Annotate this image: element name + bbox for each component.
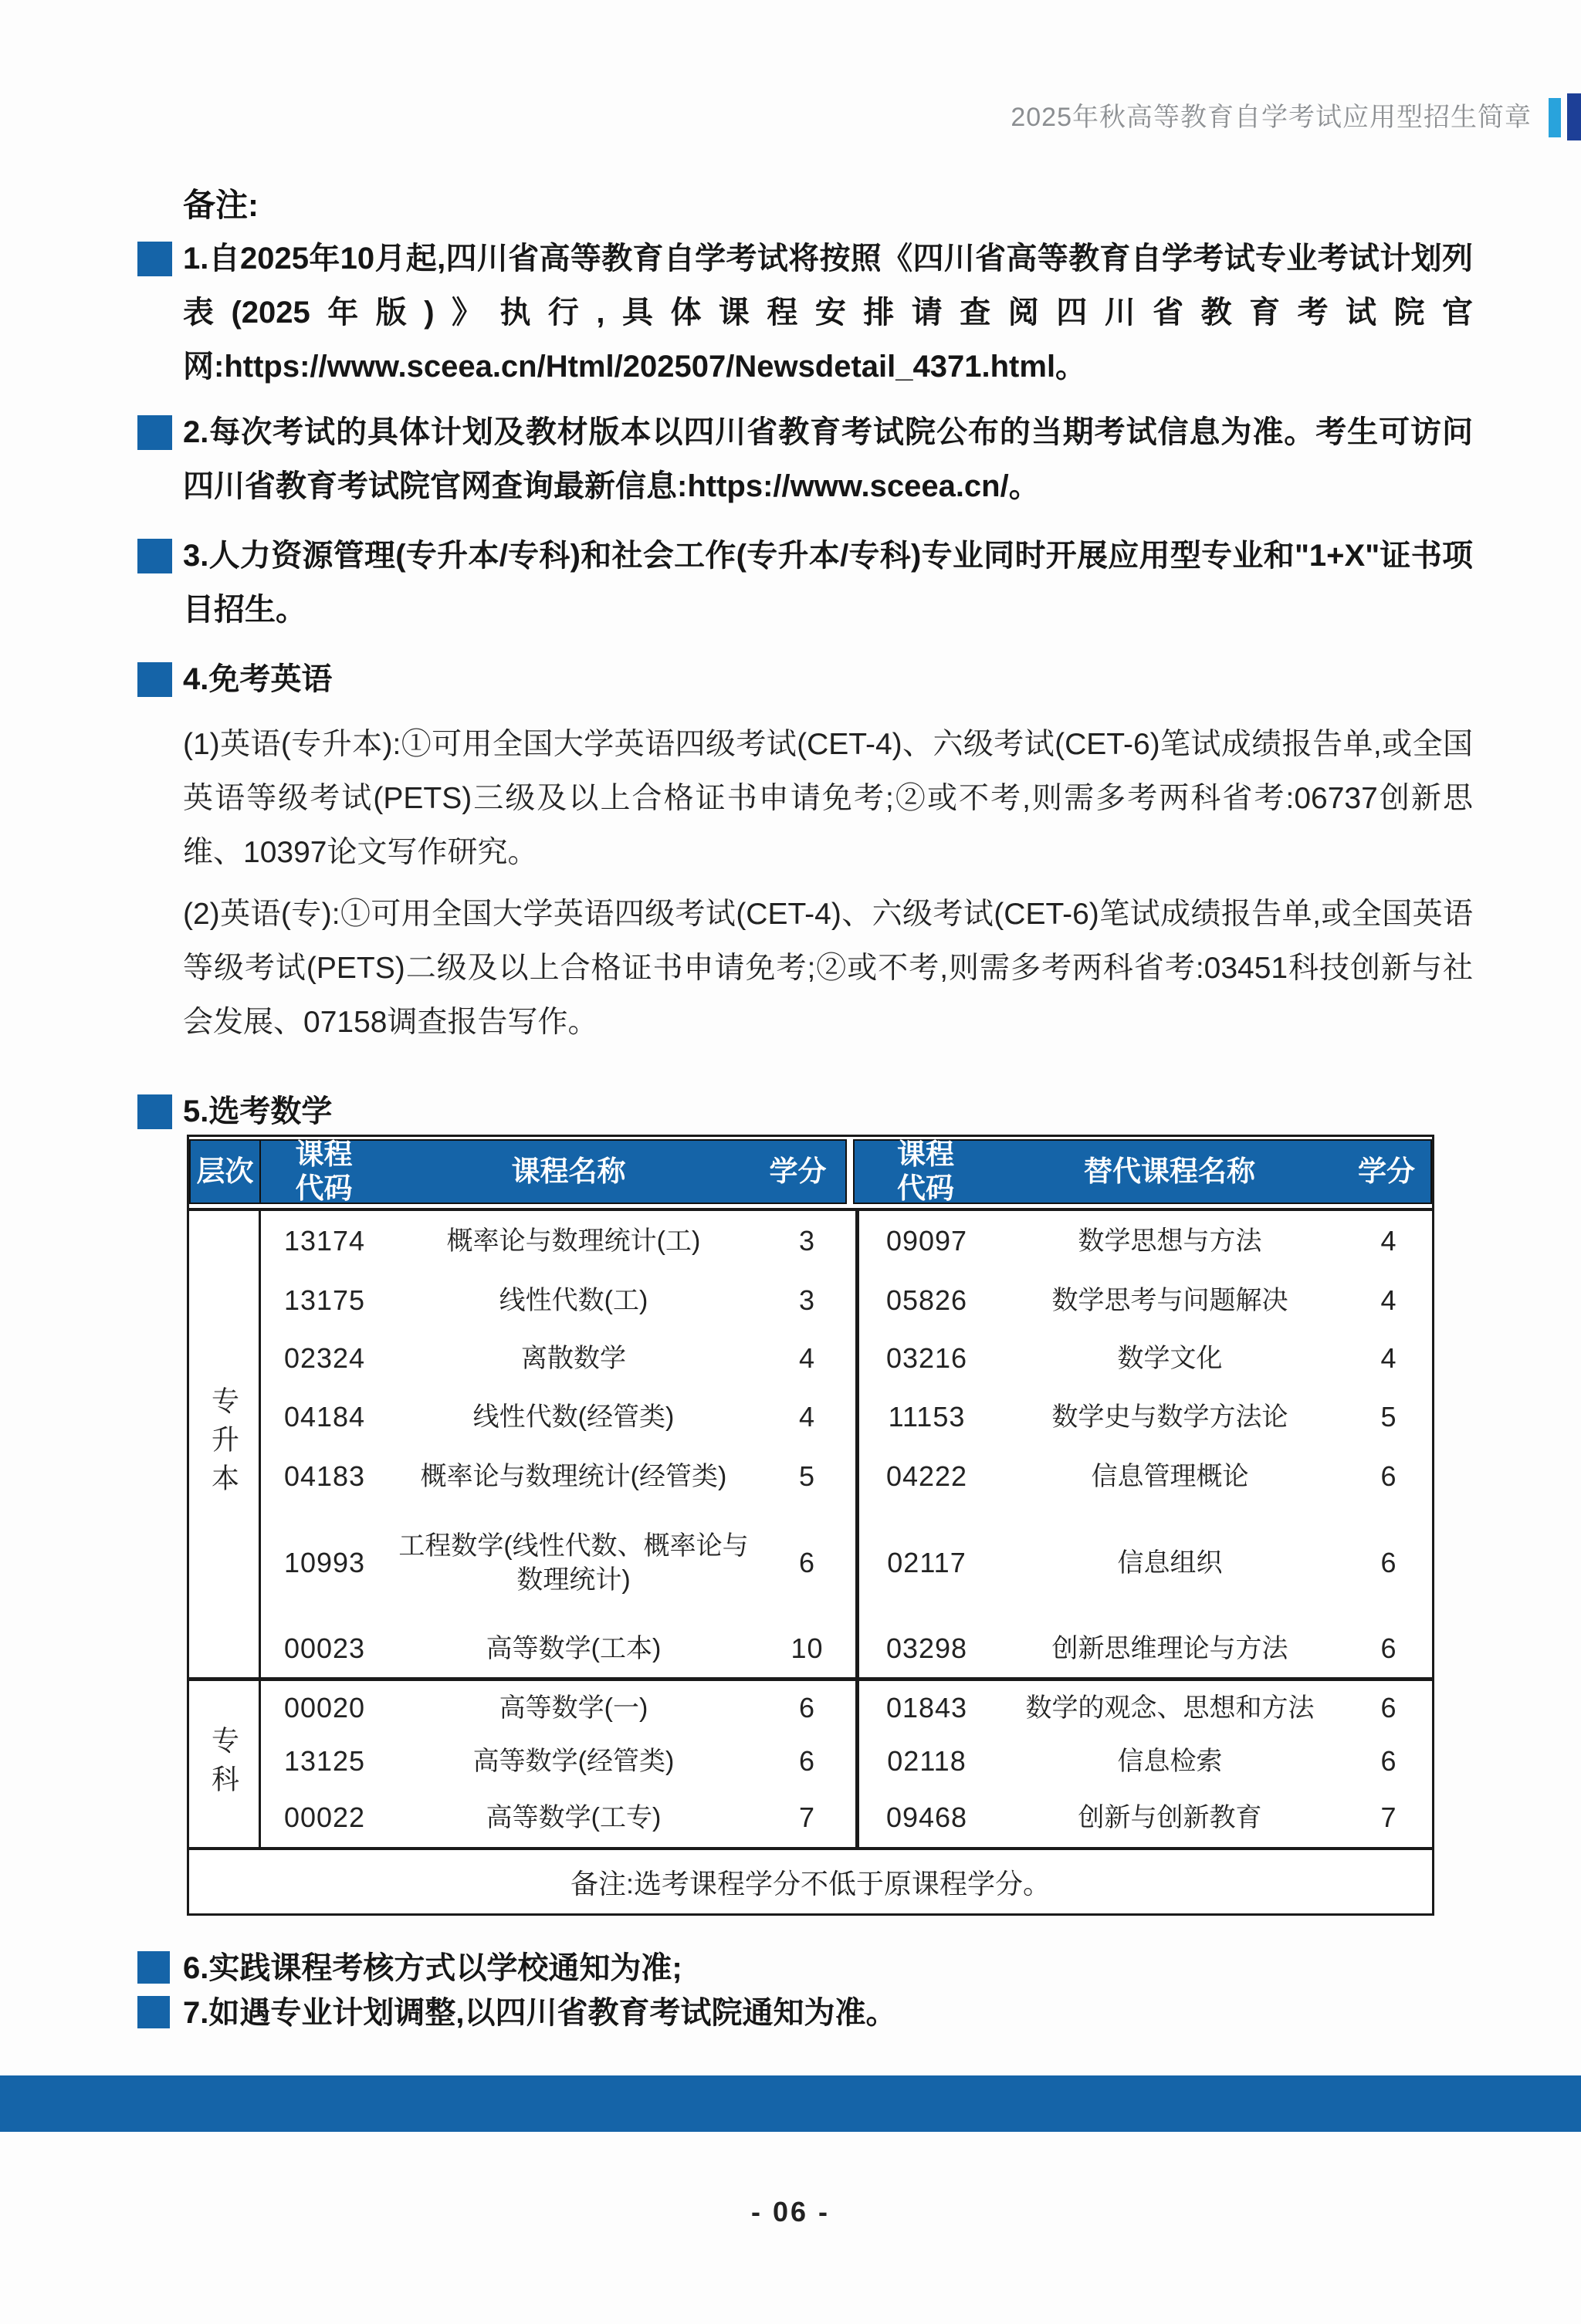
table-header-left-box [189, 1139, 847, 1204]
course-name: 线性代数(经管类) [472, 1402, 675, 1432]
notes-title: 备注: [183, 187, 259, 223]
alt-course-credit: 6 [1380, 1547, 1397, 1578]
note-item-3 [137, 529, 1473, 637]
col-header-level: 层次 [191, 1141, 261, 1203]
alt-course-code: 02118 [855, 1734, 994, 1788]
alt-course-credit: 6 [1380, 1460, 1397, 1492]
math-substitution-table [187, 1135, 1434, 1916]
note-item-6-text: 6.实践课程考核方式以学校通知为准; [183, 1951, 682, 1985]
alt-course-credit: 6 [1380, 1745, 1397, 1777]
note-item-2-text: 2.每次考试的具体计划及教材版本以四川省教育考试院公布的当期考试信息为准。考生可访问四川省教育考试院官网查询最新信息:https://www.sceea.cn/。 [183, 415, 1473, 503]
english-exemption-paragraph-2: (2)英语(专):①可用全国大学英语四级考试(CET-4)、六级考试(CET-6)笔试成绩报告单,或全国英语等级考试(PETS)二级及以上合格证书申请免考;②或不考,则需多考两科省考:03451科技创新与社会发展、07158调查报告写作。 [183, 898, 1473, 1039]
alt-course-name: 信息组织 [1117, 1548, 1223, 1578]
footer-accent-bar [0, 2075, 1581, 2132]
col-header-credit: 学分 [769, 1155, 827, 1187]
course-credit: 6 [759, 1677, 855, 1734]
course-name: 概率论与数理统计(工) [446, 1226, 701, 1256]
note-item-4 [137, 652, 1473, 706]
course-code: 02324 [283, 1342, 366, 1374]
alt-course-credit: 7 [1380, 1801, 1397, 1833]
note-item-5 [137, 1084, 1473, 1138]
bullet-square-icon [137, 1951, 170, 1984]
english-exemption-paragraph-1: (1)英语(专升本):①可用全国大学英语四级考试(CET-4)、六级考试(CET-6)笔试成绩报告单,或全国英语等级考试(PETS)三级及以上合格证书申请免考;②或不考,则需多考两科省考:06737创新思维、10397论文写作研究。 [183, 728, 1473, 869]
alt-course-code: 09097 [855, 1211, 994, 1270]
course-credit: 4 [798, 1342, 816, 1374]
page-header-title: 2025年秋高等教育自学考试应用型招生简章 [1011, 103, 1532, 132]
accent-bar-dark [1567, 93, 1581, 140]
alt-course-credit: 4 [1380, 1342, 1397, 1374]
col-header-alt-credit: 学分 [1358, 1155, 1415, 1187]
course-name: 高等数学(一) [388, 1677, 759, 1734]
course-name: 工程数学(线性代数、概率论与数理统计) [398, 1531, 749, 1595]
course-credit: 3 [798, 1284, 816, 1316]
course-credit: 4 [798, 1400, 816, 1433]
course-name: 离散数学 [521, 1344, 626, 1373]
alt-course-name: 数学文化 [1117, 1344, 1223, 1373]
alt-course-credit: 4 [1380, 1284, 1397, 1316]
course-credit: 3 [798, 1224, 816, 1257]
page-number: - 06 - [750, 2196, 831, 2228]
alt-course-name: 数学思考与问题解决 [1051, 1285, 1288, 1315]
course-code: 13174 [283, 1224, 366, 1257]
note-item-1 [137, 232, 1473, 394]
level-label-college: 专科 [189, 1677, 261, 1847]
course-code: 13125 [283, 1745, 366, 1777]
alt-course-credit: 6 [1380, 1632, 1397, 1664]
course-name: 线性代数(工) [499, 1285, 648, 1315]
note-item-4-text: 4.免考英语 [183, 662, 333, 696]
course-credit: 10 [790, 1632, 824, 1664]
alt-course-name: 数学的观念、思想和方法 [994, 1677, 1346, 1734]
alt-course-name: 信息管理概论 [1091, 1461, 1249, 1491]
table-header-row [189, 1137, 1432, 1211]
bullet-square-icon [137, 539, 172, 573]
course-name: 概率论与数理统计(经管类) [420, 1461, 727, 1491]
alt-course-code: 02117 [855, 1506, 994, 1620]
level-label-undergraduate: 专升本 [189, 1211, 261, 1677]
alt-course-credit: 4 [1380, 1224, 1397, 1257]
alt-course-code: 09468 [855, 1788, 994, 1847]
course-code: 13175 [283, 1284, 366, 1316]
course-credit: 6 [798, 1547, 816, 1578]
col-header-course-name: 课程名称 [511, 1155, 626, 1187]
col-header-course-code: 课程代码 [295, 1138, 353, 1204]
bullet-square-icon [137, 1996, 170, 2028]
alt-course-credit: 6 [1346, 1677, 1432, 1734]
alt-course-name: 数学思想与方法 [1078, 1226, 1262, 1256]
course-credit: 7 [798, 1801, 816, 1833]
course-code: 04183 [283, 1460, 366, 1492]
alt-course-code: 05826 [855, 1270, 994, 1330]
bullet-square-icon [137, 662, 172, 697]
bullet-square-icon [137, 415, 172, 450]
course-name: 高等数学(工专) [486, 1803, 662, 1832]
col-header-alt-course-code: 课程代码 [896, 1138, 954, 1204]
alt-course-code: 03298 [855, 1620, 994, 1677]
course-credit: 6 [798, 1745, 816, 1777]
bullet-square-icon [137, 242, 172, 276]
course-name: 高等数学(工本) [486, 1634, 662, 1663]
alt-course-name: 信息检索 [1117, 1747, 1223, 1776]
course-code: 10993 [283, 1547, 366, 1578]
note-item-7 [137, 1986, 1473, 2040]
note-item-3-text: 3.人力资源管理(专升本/专科)和社会工作(专升本/专科)专业同时开展应用型专业和"1+X"证书项目招生。 [183, 539, 1473, 627]
course-code: 04184 [283, 1400, 366, 1433]
alt-course-code: 04222 [855, 1446, 994, 1506]
alt-course-code: 01843 [855, 1677, 994, 1734]
note-item-1-text: 1.自2025年10月起,四川省高等教育自学考试将按照《四川省高等教育自学考试专业考试计划列表(2025年版)》执行,具体课程安排请查阅四川省教育考试院官网:https://www.sceea.cn/Html/202507/Newsdetail_4371.html。 [183, 242, 1473, 384]
note-item-7-text: 7.如遇专业计划调整,以四川省教育考试院通知为准。 [183, 1996, 897, 2030]
course-name: 高等数学(经管类) [472, 1747, 675, 1776]
alt-course-name: 创新思维理论与方法 [1051, 1634, 1288, 1663]
course-credit: 5 [798, 1460, 816, 1492]
alt-course-name: 创新与创新教育 [1078, 1803, 1262, 1832]
bullet-square-icon [137, 1094, 172, 1129]
course-code: 00020 [261, 1677, 388, 1734]
note-item-2 [137, 405, 1473, 513]
col-header-alt-course-name: 替代课程名称 [1084, 1155, 1255, 1187]
alt-course-code: 11153 [855, 1387, 994, 1446]
alt-course-code: 03216 [855, 1330, 994, 1387]
alt-course-name: 数学史与数学方法论 [1051, 1402, 1288, 1432]
accent-bar-light [1549, 98, 1561, 137]
table-note-row: 备注:选考课程学分不低于原课程学分。 [189, 1847, 1432, 1913]
table-header-right-box [853, 1139, 1432, 1204]
course-code: 00022 [283, 1801, 366, 1833]
alt-course-credit: 5 [1380, 1400, 1397, 1433]
note-item-5-text: 5.选考数学 [183, 1094, 333, 1128]
course-code: 00023 [283, 1632, 366, 1664]
